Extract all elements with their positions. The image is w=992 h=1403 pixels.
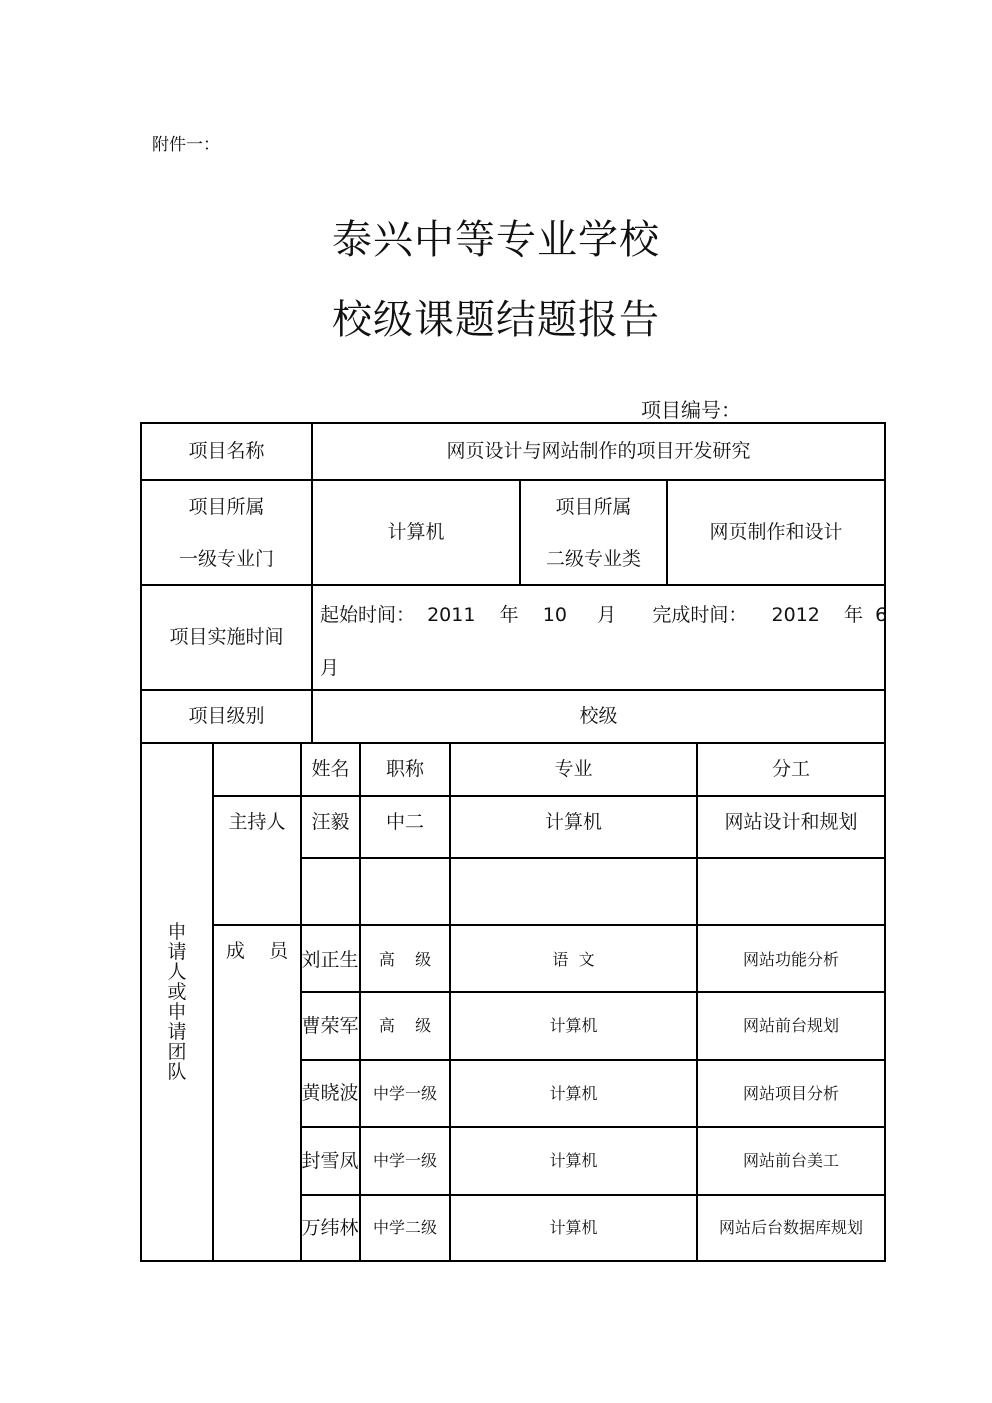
table-border <box>140 1260 886 1262</box>
attachment-label: 附件一： <box>152 135 220 155</box>
member-title: 中学二级 <box>372 1218 437 1238</box>
table-border <box>212 924 886 926</box>
member-major: 语 文 <box>552 950 595 970</box>
header-title: 职称 <box>385 758 424 781</box>
member-major: 计算机 <box>549 1016 598 1036</box>
member-major: 计算机 <box>549 1218 598 1238</box>
project-level-value: 校级 <box>579 705 618 728</box>
major-level2-label <box>521 481 666 584</box>
member-title: 高 级 <box>378 1016 432 1036</box>
implementation-time-label: 项目实施时间 <box>169 626 284 649</box>
school-title: 泰兴中等专业学校 <box>332 217 660 263</box>
project-name-label: 项目名称 <box>188 440 265 463</box>
member-name: 曹荣军 <box>301 1014 359 1037</box>
host-label: 主持人 <box>228 810 286 833</box>
project-name-value: 网页设计与网站制作的项目开发研究 <box>446 440 751 463</box>
member-title: 中学一级 <box>372 1151 437 1171</box>
host-name: 汪毅 <box>311 810 350 833</box>
major-level1-label-line1: 项目所属 <box>188 495 265 518</box>
host-duty: 网站设计和规划 <box>724 810 858 833</box>
team-label-char: 或 <box>167 981 187 1003</box>
implementation-time-line2: 月 <box>320 657 340 679</box>
member-major: 计算机 <box>549 1151 598 1171</box>
major-level1-label <box>142 481 311 584</box>
major-level2-label-line2: 二级专业类 <box>545 547 641 570</box>
major-level2-value: 网页制作和设计 <box>709 521 843 544</box>
host-title: 中二 <box>385 810 424 833</box>
team-label-char: 申 <box>167 921 187 943</box>
member-name: 万纬林 <box>301 1216 359 1239</box>
team-label-char: 团 <box>167 1041 187 1063</box>
team-label-char: 队 <box>167 1061 187 1083</box>
implementation-time-line1: 起始时间： 2011 年 10 月 完成时间： 2012 年 6 <box>320 604 888 626</box>
header-name: 姓名 <box>311 758 350 781</box>
host-major: 计算机 <box>544 810 602 833</box>
member-name: 刘正生 <box>301 948 359 971</box>
member-duty: 网站后台数据库规划 <box>718 1218 863 1238</box>
major-level2-label-line1: 项目所属 <box>555 495 632 518</box>
major-level1-value: 计算机 <box>387 521 445 544</box>
member-duty: 网站前台美工 <box>742 1151 839 1171</box>
member-major: 计算机 <box>549 1083 598 1103</box>
applicant-team-label <box>142 744 212 1260</box>
team-label-char: 请 <box>167 941 187 963</box>
team-label-char: 请 <box>167 1021 187 1043</box>
member-duty: 网站前台规划 <box>742 1016 839 1036</box>
member-duty: 网站项目分析 <box>742 1083 839 1103</box>
member-title: 中学一级 <box>372 1083 437 1103</box>
major-level1-label-line2: 一级专业门 <box>178 547 274 570</box>
table-border <box>300 857 886 859</box>
team-label-char: 人 <box>167 961 187 983</box>
member-name: 黄晓波 <box>301 1082 359 1105</box>
header-duty: 分工 <box>771 758 810 781</box>
member-duty: 网站功能分析 <box>742 950 839 970</box>
member-name: 封雪凤 <box>301 1149 359 1172</box>
report-title: 校级课题结题报告 <box>332 297 660 343</box>
header-major: 专业 <box>554 758 593 781</box>
team-label-char: 申 <box>167 1001 187 1023</box>
project-number-label: 项目编号： <box>641 398 741 422</box>
member-title: 高 级 <box>378 950 432 970</box>
project-level-label: 项目级别 <box>188 705 265 728</box>
table-border <box>884 422 886 1262</box>
members-label: 成 员 <box>225 939 289 962</box>
